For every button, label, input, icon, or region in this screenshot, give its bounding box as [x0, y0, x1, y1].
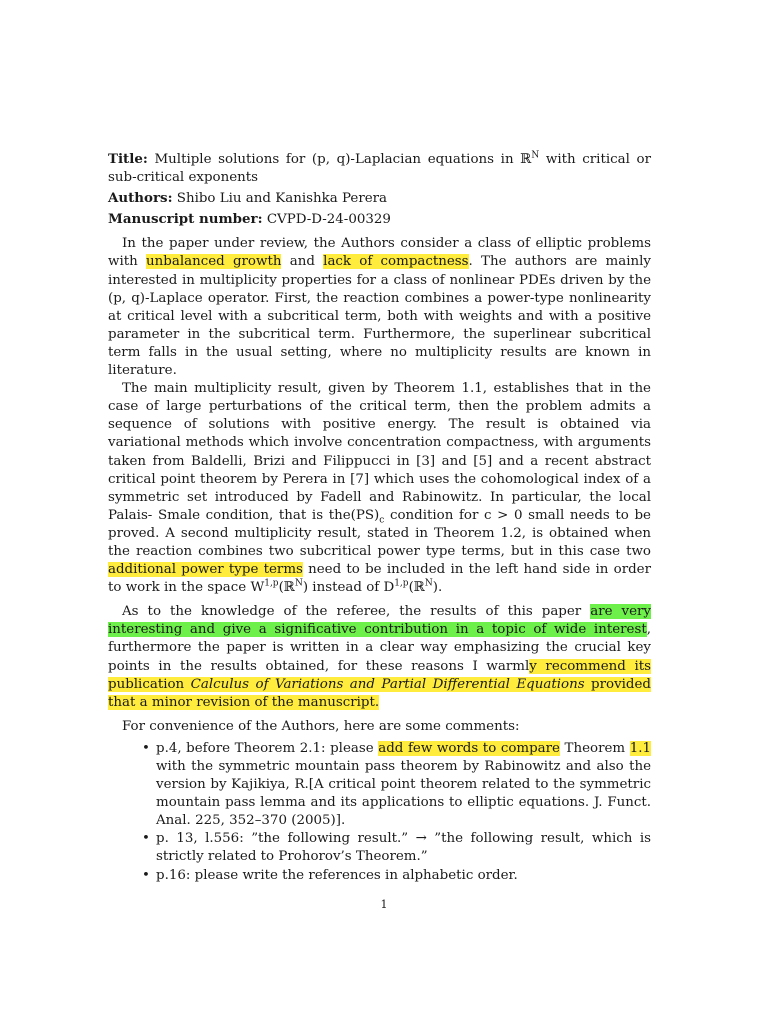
title-line: [108, 150, 651, 187]
text-run: ).: [432, 580, 443, 596]
authors-value: Shibo Liu and Kanishka Perera: [176, 191, 388, 207]
manuscript-number: CVPD-D-24-00329: [266, 212, 391, 228]
text-run: . The authors are mainly interested in multiplicity properties for a class of nonlinear PDEs driven by the (p, q)-Laplace operator. First, the reaction combines a power-type nonlinearity at critical level with a subcritical term, both with weights and with a positive parameter in the subcritical term. Furthermore, the superlinear subcritical term falls in the usual setting, where no multiplicity results are known in literature.: [108, 254, 651, 379]
text-run: As to the knowledge of the referee, the results of this paper: [122, 604, 591, 620]
authors-label: Authors:: [108, 190, 173, 207]
comment-item: • p. 13, l.556: ”the following result.” → ”the following result, which is strictly related to Prohorov’s Theorem.”: [142, 830, 651, 866]
highlight-add-few-words: add few words to compare: [378, 740, 560, 756]
title-text-part1: Multiple solutions for (p, q)-Laplacian equations in ℝ: [154, 152, 532, 167]
text-run: p.4, before Theorem 2.1: please: [156, 740, 379, 756]
authors-line: [108, 189, 651, 208]
superscript: N: [424, 578, 433, 589]
review-document: [108, 150, 651, 885]
text-run: with the symmetric mountain pass theorem by Rabinowitz and also the version by Kajikiya, R.[A critical point theorem related to the symmetric mountain pass lemma and its applications to elliptic equations. J. Funct. Anal. 225, 352–370 (2005)].: [156, 759, 651, 829]
subscript: c: [379, 515, 385, 526]
superscript: 1,p: [394, 578, 409, 589]
text-run: condition for c > 0 small needs to be proved. A second multiplicity result, stated in Theorem 1.2, is obtained when the reaction combines two subcritical power type terms, but in this case two: [108, 507, 651, 559]
text-run: y recommend its publication: [108, 658, 651, 692]
paragraph-comments-intro: For convenience of the Authors, here are some comments:: [122, 718, 520, 734]
comments-list: [108, 740, 651, 885]
manuscript-line: [108, 210, 651, 229]
text-run: provided that a minor revision of the manuscript.: [108, 676, 651, 710]
text-run: (ℝ: [408, 580, 425, 596]
title-text-part2: with critical or sub-critical exponents: [108, 152, 651, 186]
highlight-lack-of-compactness: lack of compactness: [323, 254, 469, 270]
title-sup: N: [531, 150, 540, 161]
text-run: ) instead of D: [302, 580, 395, 596]
text-run: and: [281, 254, 324, 270]
journal-name: Calculus of Variations and Partial Differential Equations: [190, 676, 585, 692]
highlight-very-interesting: are very interesting and give a significative contribution in a topic of wide interest: [108, 604, 651, 638]
manuscript-label: Manuscript number:: [108, 211, 263, 228]
highlight-unbalanced-growth: unbalanced growth: [146, 254, 282, 270]
paragraph-summary: [108, 235, 651, 380]
text-run: need to be included in the left hand side in order to work in the space W: [108, 562, 651, 596]
text-run: The main multiplicity result, given by Theorem 1.1, establishes that in the case of large perturbations of the critical term, then the problem admits a sequence of solutions with positive energy. The result is obtained via variational methods which involve concentration compactness, with arguments taken from Baldelli, Brizi and Filippucci in [3] and [5] and a recent abstract critical point theorem by Perera in [7] which uses the cohomological index of a symmetric set introduced by Fadell and Rabinowitz. In particular, the local Palais- Smale condition, that is the(PS): [108, 381, 651, 523]
text-run: , furthermore the paper is written in a clear way emphasizing the crucial key points in the results obtained, for these reasons I warml: [108, 622, 651, 674]
header-block: [108, 150, 651, 229]
comment-item: [142, 740, 651, 830]
comment-item: • p.16: please write the references in alphabetic order.: [142, 867, 651, 885]
paragraph-recommendation: [108, 603, 651, 712]
page-number: 1: [380, 898, 388, 911]
paragraph-results: [108, 380, 651, 597]
text-run: (ℝ: [278, 580, 295, 596]
title-label: Title:: [108, 151, 148, 167]
highlight-additional-power-type-terms: additional power type terms: [108, 562, 303, 578]
text-run: Theorem: [559, 740, 630, 756]
text-run: In the paper under review, the Authors consider a class of elliptic problems with: [108, 236, 651, 270]
superscript: 1,p: [264, 578, 279, 589]
superscript: N: [294, 578, 303, 589]
highlight-theorem-number: 1.1: [629, 740, 651, 756]
